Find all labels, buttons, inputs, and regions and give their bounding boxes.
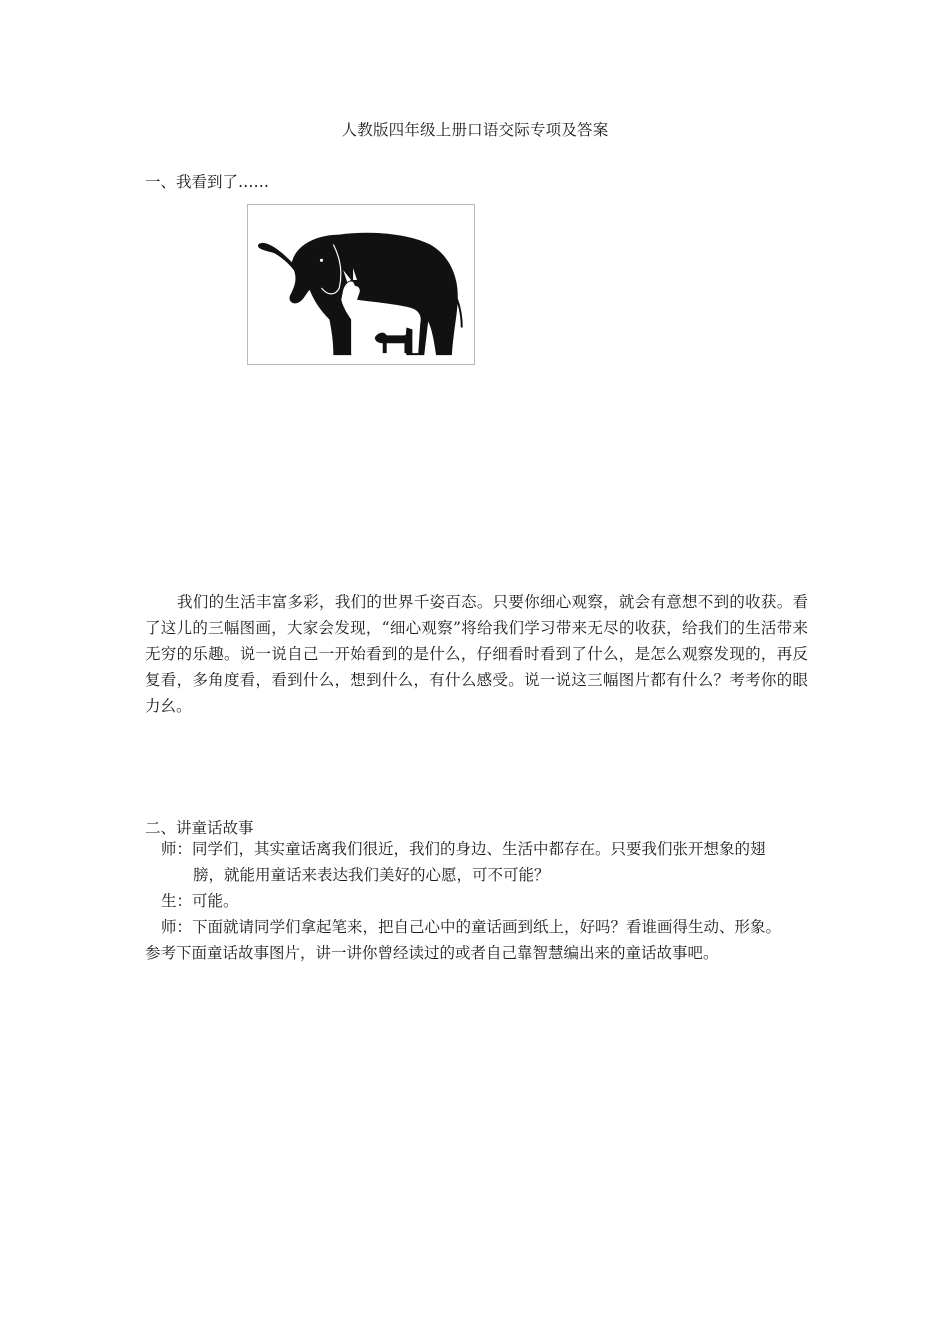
section-heading-2: 二、讲童话故事 bbox=[145, 819, 254, 837]
student-line: 生：可能。 bbox=[161, 892, 239, 910]
teacher-line-2-continued: 参考下面童话故事图片，讲一讲你曾经读过的或者自己靠智慧编出来的童话故事吧。 bbox=[145, 944, 719, 962]
document-title: 人教版四年级上册口语交际专项及答案 bbox=[341, 121, 609, 139]
teacher-line-1-continued: 膀，就能用童话来表达我们美好的心愿，可不可能？ bbox=[193, 866, 550, 884]
section1-paragraph: 我们的生活丰富多彩，我们的世界千姿百态。只要你细心观察，就会有意想不到的收获。看了这儿的三幅图画，大家会发现，“细心观察”将给我们学习带来无尽的收获，给我们的生活带来无穷的乐趣。说一说自己一开始看到的是什么，仔细看时看到了什么，是怎么观察发现的，再反复看，多角度看，看到什么，想到什么，有什么感受。说一说这三幅图片都有什么？考考你的眼力幺。 bbox=[145, 593, 808, 715]
illusion-figure bbox=[247, 204, 475, 365]
teacher-line-1: 师：同学们，其实童话离我们很近，我们的身边、生活中都存在。只要我们张开想象的翅 bbox=[161, 840, 766, 858]
section-heading-1: 一、我看到了…… bbox=[145, 173, 270, 191]
teacher-line-2: 师：下面就请同学们拿起笔来，把自己心中的童话画到纸上，好吗？看谁画得生动、形象。 bbox=[161, 918, 782, 936]
elephant-silhouette-icon bbox=[248, 205, 474, 364]
